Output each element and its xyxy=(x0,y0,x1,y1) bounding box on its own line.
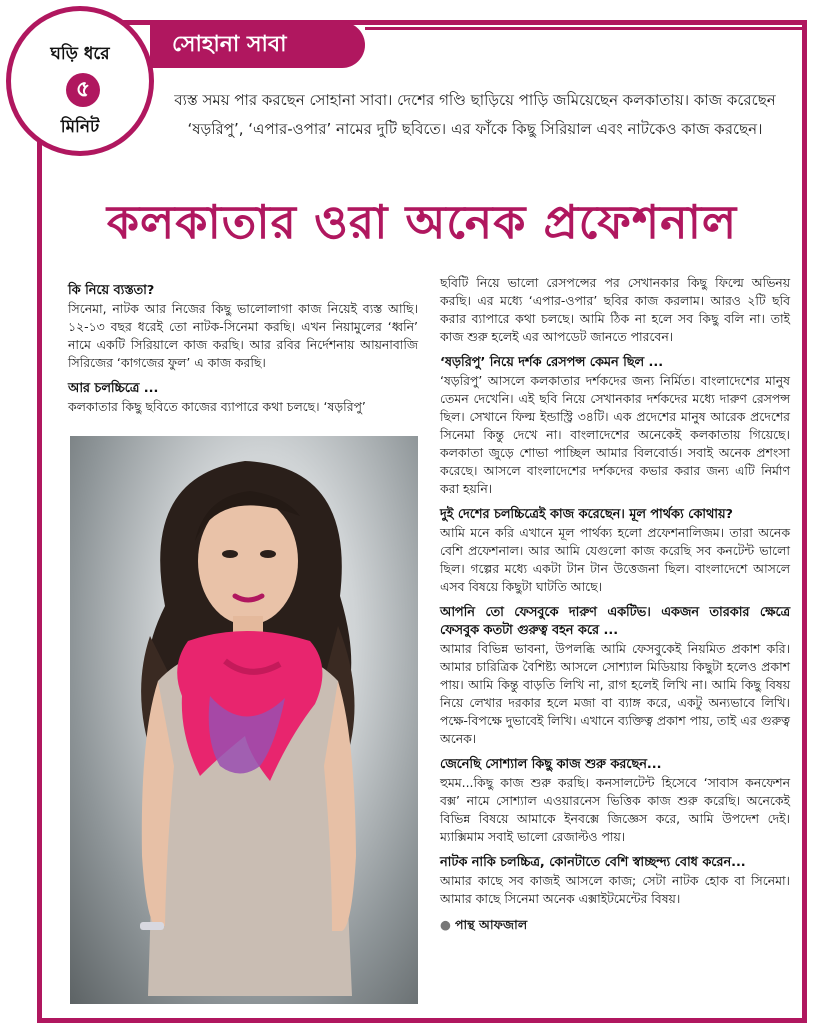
portrait-illustration xyxy=(70,436,418,1004)
author-byline xyxy=(440,916,790,934)
bullet-icon: ● xyxy=(440,917,451,932)
badge-line-top: ঘড়ি ধরে xyxy=(50,44,110,64)
answer: ছবিটি নিয়ে ভালো রেসপন্সের পর সেখানকার কিছু ফিল্মে অভিনয় করছি। এর মধ্যে ‘এপার-ওপার’ ছবির কাজ করলাম। আরও ২টি ছবি করার ব্যাপারে কথা চলছে। আমি ঠিক না হলে সব কিছু বলি না। তাই কাজ শুরু হলেই এর আপডেট জানতে পারবেন। xyxy=(440,275,790,344)
left-column xyxy=(68,282,418,424)
celebrity-name-tab: সোহানা সাবা xyxy=(150,22,365,68)
author-name: পান্থ আফজাল xyxy=(455,917,528,932)
time-badge xyxy=(6,6,154,156)
badge-number: ৫ xyxy=(66,73,100,107)
question: আপনি তো ফেসবুকে দারুণ একটিভ। একজন তারকার ক্ষেত্রে ফেসবুক কতটা গুরুত্ব বহন করে ... xyxy=(440,605,790,638)
question: জেনেছি সোশ্যাল কিছু কাজ শুরু করছেন... xyxy=(440,757,662,772)
portrait-photo xyxy=(70,436,418,1004)
badge-line-bottom: মিনিট xyxy=(60,117,100,137)
answer: আমার বিভিন্ন ভাবনা, উপলব্ধি আমি ফেসবুকেই নিয়মিত প্রকাশ করি। আমার চারিত্রিক বৈশিষ্ট্য আসলে সোশ্যাল মিডিয়ায় কিছুটা হলেও প্রকাশ পায়। আমি কিন্তু বাড়তি লিখি না, রাগ হলেই লিখি না। আমি কিছু বিষয় নিয়ে লেখার দরকার হলে মজা বা ব্যাঙ্গ করে, একটু অন্যভাবে লিখি। পক্ষে-বিপক্ষে দুভাবেই লিখি। এখানে ব্যক্তিত্ব প্রকাশ পায়, তাই এর গুরুত্ব অনেক। xyxy=(440,641,790,746)
headline: কলকাতার ওরা অনেক প্রফেশনাল xyxy=(106,195,738,249)
answer: আমার কাছে সব কাজই আসলে কাজ; সেটা নাটক হোক বা সিনেমা। আমার কাছে সিনেমা অনেক এক্সাইটমেন্টের বিষয়। xyxy=(440,873,790,906)
question: ‘ষড়রিপু’ নিয়ে দর্শক রেসপন্স কেমন ছিল ... xyxy=(440,355,664,370)
question: আর চলচ্চিত্রে ... xyxy=(68,381,159,396)
answer: সিনেমা, নাটক আর নিজের কিছু ভালোলাগা কাজ নিয়েই ব্যস্ত আছি। ১২-১৩ বছর ধরেই তো নাটক-সিনেমা করছি। এখন নিয়ামুলের ‘ধ্বনি’ নামে একটি সিরিয়ালে কাজ করছি। আর রবির নির্দেশনায় আয়নাবাজি সিরিজের ‘কাগজের ফুল’ এ কাজ করছি। xyxy=(68,301,418,370)
answer: কলকাতার কিছু ছবিতে কাজের ব্যাপারে কথা চলছে। ‘ষড়রিপু’ xyxy=(68,399,366,414)
answer: হুমম...কিছু কাজ শুরু করছি। কনসালটেন্ট হিসেবে ‘সাবাস কনফেশন বক্স’ নামে সোশ্যাল এওয়ারনেস ভিত্তিক কাজ শুরু করেছি। অনেকেই বিভিন্ন বিষয়ে আমাকে ইনবক্সে জিজ্ঞেস করে, আমি উপদেশ দেই। ম্যাক্সিমাম সবাই ভালো রেজাল্টও পায়। xyxy=(440,775,790,844)
header-rule xyxy=(365,27,805,30)
answer: আমি মনে করি এখানে মূল পার্থক্য হলো প্রফেশনালিজম। তারা অনেক বেশি প্রফেশনাল। আর আমি যেগুলো কাজ করেছি সব কনটেন্ট ভালো ছিল। গল্পের মধ্যে একটা টান টান উত্তেজনা ছিল। বাংলাদেশে আসলে এসব বিষয়ে কিছুটা ঘাটতি আছে। xyxy=(440,525,790,594)
question: দুই দেশের চলচ্চিত্রেই কাজ করেছেন। মূল পার্থক্য কোথায়? xyxy=(440,507,733,522)
question: নাটক নাকি চলচ্চিত্র, কোনটাতে বেশি স্বাচ্ছন্দ্য বোধ করেন... xyxy=(440,855,746,870)
question: কি নিয়ে ব্যস্ততা? xyxy=(68,283,155,298)
right-column xyxy=(440,274,790,934)
answer: ‘ষড়রিপু’ আসলে কলকাতার দর্শকদের জন্য নির্মিত। বাংলাদেশের মানুষ তেমন দেখেনি। এই ছবি নিয়ে সেখানকার দর্শকদের মধ্যে দারুণ রেসপন্স ছিল। সেখানে ফিল্ম ইন্ডাস্ট্রি ৩৪টি। এক প্রদেশের মানুষ আরেক প্রদেশের সিনেমা কিন্তু দেখে না। বাংলাদেশের অনেকেই কলকাতায় গিয়েছে। কলকাতা জুড়ে শোভা পাচ্ছিল আমার বিলবোর্ড। সবাই অনেক প্রশংসা করেছে। আসলে বাংলাদেশের দর্শকদের কভার করার জন্য এটি নির্মাণ করা হয়নি। xyxy=(440,373,790,496)
intro-paragraph: ব্যস্ত সময় পার করছেন সোহানা সাবা। দেশের গণ্ডি ছাড়িয়ে পাড়ি জমিয়েছেন কলকাতায়। কাজ করেছেন ‘ষড়রিপু’, ‘এপার-ওপার’ নামের দুটি ছবিতে। এর ফাঁকে কিছু সিরিয়াল এবং নাটকেও কাজ করছেন। xyxy=(174,91,776,138)
